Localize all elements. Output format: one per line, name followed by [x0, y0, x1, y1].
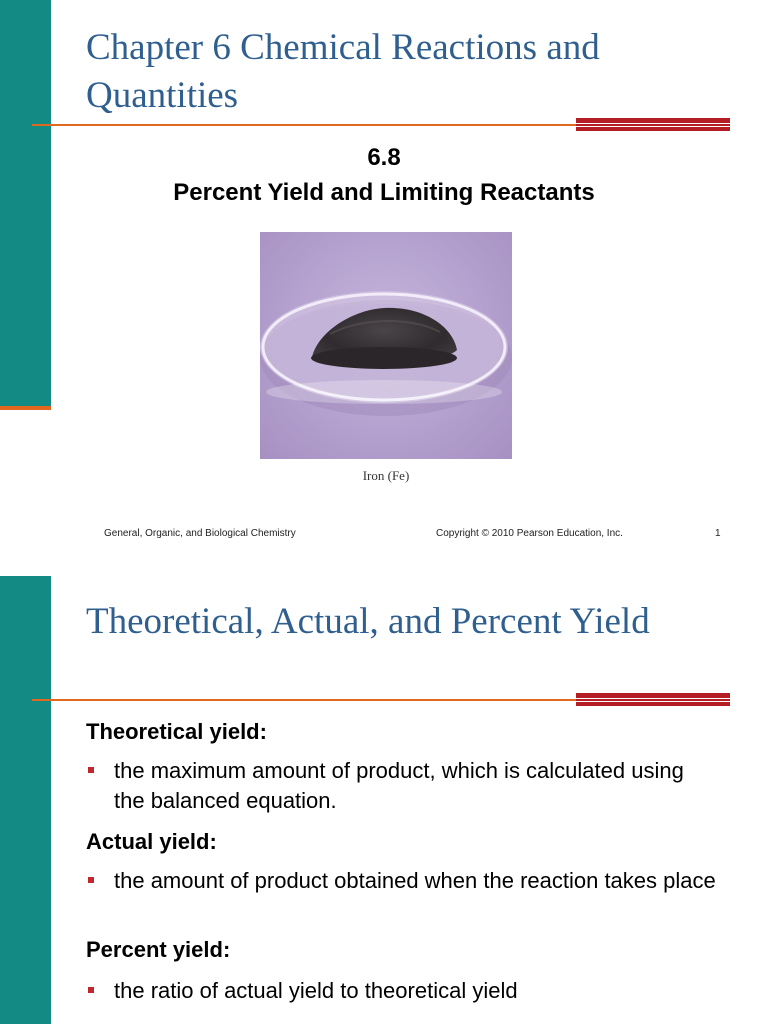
bullet-text: the ratio of actual yield to theoretical yield: [114, 978, 518, 1003]
slide-gap: [0, 556, 768, 576]
bullet-icon: [88, 987, 94, 993]
slide-title: Chapter 6 Chemical Reactions and Quantities: [86, 27, 600, 116]
sidebar-accent-line: [0, 406, 51, 410]
term-theoretical-yield: Theoretical yield:: [86, 719, 267, 744]
bullet-text: the maximum amount of product, which is calculated using the balanced equation.: [114, 758, 684, 813]
section-number: 6.8: [367, 144, 401, 171]
footer-copyright: Copyright © 2010 Pearson Education, Inc.: [436, 528, 623, 539]
bullet-text: the amount of product obtained when the reaction takes place: [114, 868, 716, 893]
teal-sidebar: [0, 576, 51, 1024]
footer-page-number: 1: [715, 528, 721, 539]
title-rule: [32, 699, 580, 701]
footer-course: General, Organic, and Biological Chemistry: [104, 528, 296, 539]
title-accent-bars: [576, 118, 730, 132]
title-rule: [32, 124, 580, 126]
slide-2: [0, 576, 768, 1024]
slide-title: Theoretical, Actual, and Percent Yield: [86, 601, 650, 642]
iron-powder-photo: [260, 232, 512, 459]
bullet-actual-yield: [86, 866, 716, 896]
bullet-icon: [88, 767, 94, 773]
title-accent-bars: [576, 693, 730, 707]
bullet-theoretical-yield: [86, 756, 716, 816]
bullet-icon: [88, 877, 94, 883]
term-percent-yield: Percent yield:: [86, 937, 231, 962]
section-title: Percent Yield and Limiting Reactants: [173, 179, 595, 206]
bullet-percent-yield: [86, 976, 716, 1006]
image-caption: Iron (Fe): [362, 468, 410, 483]
term-actual-yield: Actual yield:: [86, 829, 217, 854]
